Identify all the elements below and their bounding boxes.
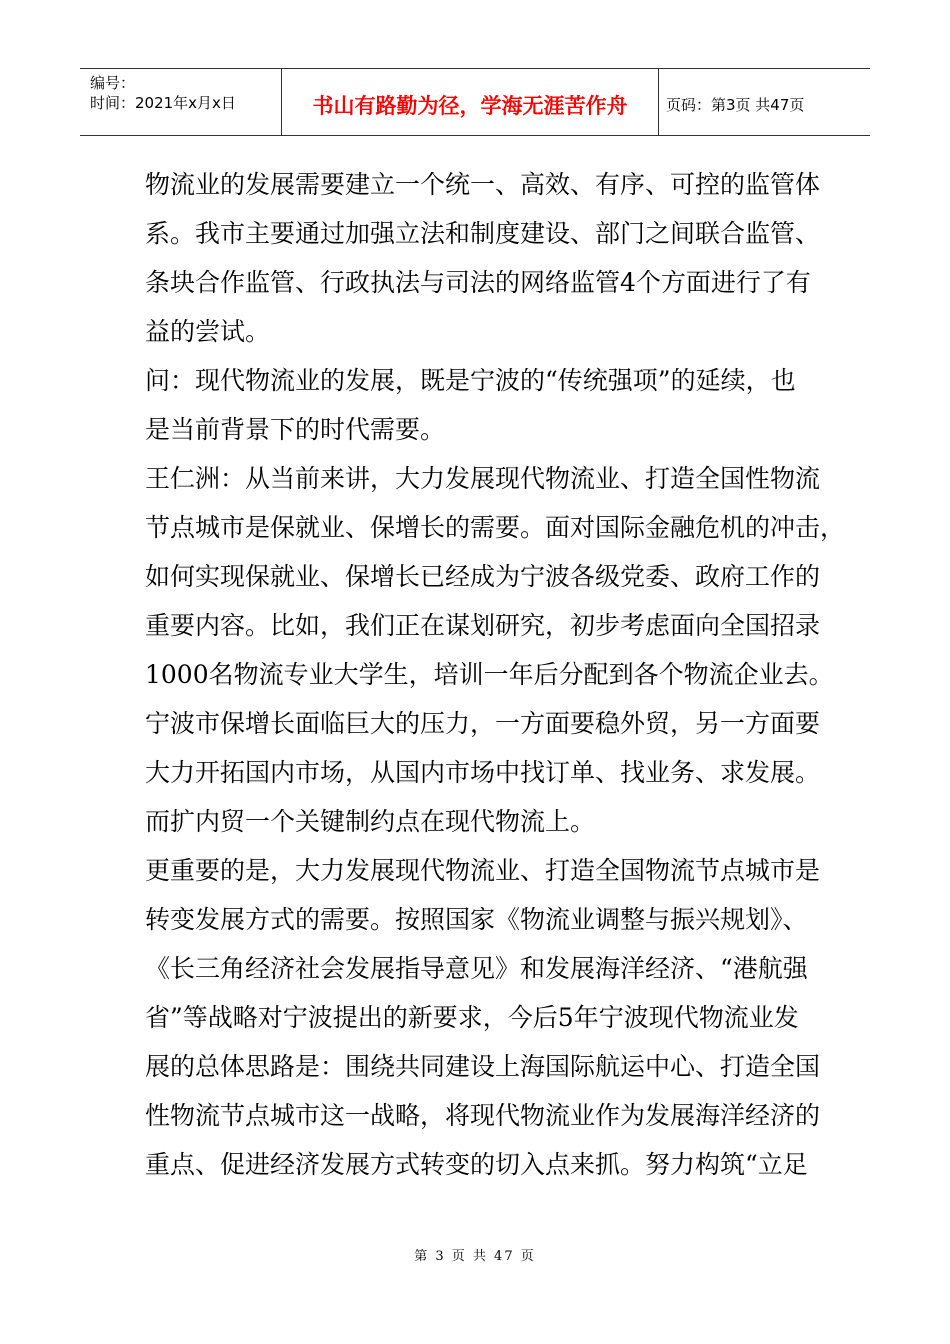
- document-body: [145, 160, 846, 1189]
- footer-page-number: 第 3 页 共 47 页: [414, 1249, 536, 1264]
- text-line: 1000名物流专业大学生，培训一年后分配到各个物流企业去。: [145, 660, 834, 689]
- text-line: 如何实现保就业、保增长已经成为宁波各级党委、政府工作的: [145, 562, 821, 591]
- text-line: 系。我市主要通过加强立法和制度建设、部门之间联合监管、: [145, 219, 821, 248]
- text-line: 问：现代物流业的发展，既是宁波的“传统强项”的延续，也: [145, 366, 796, 395]
- date-label: 时间：2021年x月x日: [90, 94, 236, 112]
- text-line: 更重要的是，大力发展现代物流业、打造全国物流节点城市是: [145, 856, 821, 885]
- paragraph: [145, 356, 815, 454]
- serial-number-label: 编号：: [90, 74, 136, 92]
- text-line: 而扩内贸一个关键制约点在现代物流上。: [145, 807, 596, 836]
- paragraph: [145, 160, 821, 356]
- text-line: 物流业的发展需要建立一个统一、高效、有序、可控的监管体: [145, 170, 821, 199]
- header-page-info-cell: [659, 69, 870, 135]
- header-page-info: 页码：第3页 共47页: [666, 95, 805, 114]
- page-header: [80, 68, 870, 136]
- header-motto: 书山有路勤为径，学海无涯苦作舟: [312, 94, 628, 118]
- text-line: 重点、促进经济发展方式转变的切入点来抓。努力构筑“立足: [145, 1150, 808, 1179]
- text-line: 转变发展方式的需要。按照国家《物流业调整与振兴规划》、: [145, 905, 808, 934]
- text-line: 重要内容。比如，我们正在谋划研究，初步考虑面向全国招录: [145, 611, 821, 640]
- page-footer: [0, 1245, 950, 1264]
- text-line: 省”等战略对宁波提出的新要求，今后5年宁波现代物流业发: [145, 1003, 799, 1032]
- text-line: 条块合作监管、行政执法与司法的网络监管4个方面进行了有: [145, 268, 811, 297]
- text-line: 节点城市是保就业、保增长的需要。面对国际金融危机的冲击，: [145, 513, 846, 542]
- text-line: 大力开拓国内市场，从国内市场中找订单、找业务、求发展。: [145, 758, 821, 787]
- paragraph: [145, 454, 846, 846]
- header-meta: [80, 69, 282, 135]
- text-line: 《长三角经济社会发展指导意见》和发展海洋经济、“港航强: [145, 954, 808, 983]
- text-line: 王仁洲：从当前来讲，大力发展现代物流业、打造全国性物流: [145, 464, 821, 493]
- text-line: 展的总体思路是：围绕共同建设上海国际航运中心、打造全国: [145, 1052, 821, 1081]
- text-line: 性物流节点城市这一战略，将现代物流业作为发展海洋经济的: [145, 1101, 821, 1130]
- text-line: 宁波市保增长面临巨大的压力，一方面要稳外贸，另一方面要: [145, 709, 821, 738]
- text-line: 益的尝试。: [145, 317, 271, 346]
- paragraph: [145, 846, 821, 1189]
- text-line: 是当前背景下的时代需要。: [145, 415, 446, 444]
- header-motto-cell: [282, 69, 659, 135]
